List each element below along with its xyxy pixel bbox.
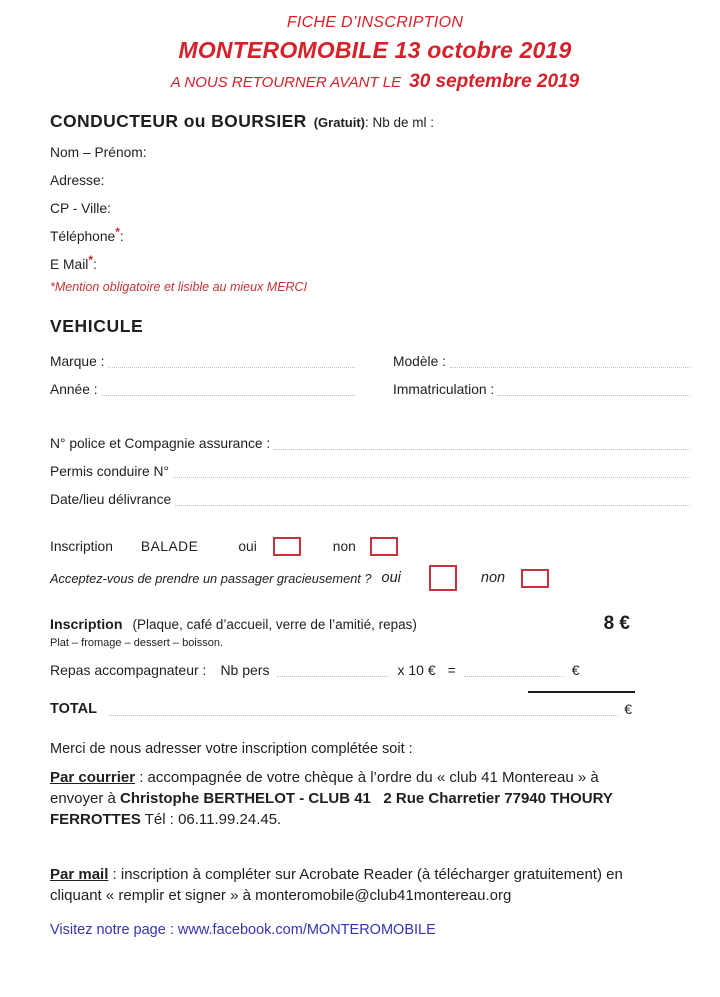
field-marque [50,354,355,369]
vehicle-row-2 [50,375,690,403]
courrier-address-bold: Christophe BERTHELOT - CLUB 41 2 Rue Charretier 77940 THOURY FERROTTES [50,790,617,828]
meal-subtotal-input-line[interactable] [464,663,564,677]
conducteur-title: CONDUCTEUR ou BOURSIER [50,111,307,131]
total-input-line[interactable] [109,702,618,716]
passenger-oui-label: oui [381,570,401,586]
nb-pers-input-line[interactable] [277,663,389,677]
immatriculation-label: Immatriculation : [393,381,495,397]
mandatory-note: *Mention obligatoire et lisible au mieux MERCI [50,280,308,294]
annee-label: Année : [50,381,98,397]
courrier-paragraph [50,767,635,830]
facebook-label: Visitez notre page : [50,922,178,938]
deadline-date: 30 septembre 2019 [409,71,580,92]
telephone-required-star: * [115,225,120,239]
police-assurance-input-line[interactable] [274,436,690,450]
field-immatriculation [393,382,690,397]
facebook-line [50,922,690,938]
inscription-price: 8 € [603,613,630,634]
field-annee [50,382,355,397]
cp-ville-label: CP - Ville [50,200,107,216]
total-euro-sign: € [624,701,632,717]
mail-paragraph [50,864,670,906]
menu-description: Plat – fromage – dessert – boisson. [50,637,224,649]
balade-non-checkbox[interactable] [370,537,398,556]
courrier-text-2: Tél : 06.11.99.24.45. [140,811,282,828]
courrier-text-1: : accompagnée de votre chèque à l’ordre du « club 41 Montereau » à envoyer à [50,769,603,807]
field-nom-prenom [50,138,690,166]
passenger-oui-checkbox[interactable] [429,565,457,591]
total-label: TOTAL [50,701,97,717]
event-title: MONTEROMOBILE 13 octobre 2019 [178,37,572,63]
passenger-question-row [50,565,690,591]
personal-fields [50,138,690,294]
adresse-label: Adresse [50,172,101,188]
price-multiplier-label: x 10 € [397,662,436,678]
balade-inscription-label: Inscription [50,538,113,554]
conducteur-heading [50,111,690,132]
insurance-rows [50,429,690,513]
balade-registration-row [50,533,690,559]
form-title: FICHE D’INSCRIPTION [286,14,464,31]
field-delivrance [50,485,690,513]
nom-prenom-colon: : [142,144,147,160]
nb-ml-label: : Nb de ml : [365,115,435,130]
field-email [50,250,690,278]
nom-prenom-label: Nom – Prénom [50,144,143,160]
inscription-label: Inscription [50,617,123,633]
passenger-question-label: Acceptez-vous de prendre un passager gracieusement ? [50,570,372,586]
modele-label: Modèle : [393,353,446,369]
nb-pers-label: Nb pers [220,662,270,678]
annee-input-line[interactable] [102,382,355,396]
police-assurance-label: N° police et Compagnie assurance : [50,435,271,451]
balade-oui-checkbox[interactable] [273,537,301,556]
balade-oui-label: oui [238,538,257,554]
telephone-colon: : [119,228,124,244]
balade-non-label: non [332,538,356,554]
companion-meal-label: Repas accompagnateur : [50,662,207,678]
email-colon: : [93,256,97,272]
inscription-price-row [50,613,690,635]
form-header [90,14,660,93]
par-mail-label: Par mail [50,866,109,883]
permis-input-line[interactable] [173,464,690,478]
vehicle-grid [50,347,690,403]
companion-meal-row [50,657,690,683]
sum-divider-line [528,691,635,693]
delivrance-input-line[interactable] [175,492,690,506]
vehicle-row-1 [50,347,690,375]
gratuit-label: (Gratuit) [313,115,365,130]
field-police-assurance [50,429,690,457]
deadline-line [90,71,660,93]
deadline-label: A NOUS RETOURNER AVANT LE [170,74,402,91]
telephone-label: Téléphone [50,228,116,244]
field-cp-ville [50,194,690,222]
field-modele [393,354,690,369]
email-label: E Mail [50,256,89,272]
euro-sign: € [571,662,580,678]
marque-input-line[interactable] [108,354,355,368]
email-required-star: * [88,253,94,267]
mail-text: : inscription à compléter sur Acrobate Reader (à télécharger gratuitement) en cliquant « remplir et signer » à monteromobile@club41montereau.org [50,866,627,904]
adresse-colon: : [100,172,105,188]
par-courrier-label: Par courrier [50,769,136,786]
passenger-non-checkbox[interactable] [521,569,549,588]
field-adresse [50,166,690,194]
facebook-link[interactable]: www.facebook.com/MONTEROMOBILE [177,922,436,938]
inscription-includes: (Plaque, café d’accueil, verre de l’amitié, repas) [132,617,417,632]
vehicule-heading: VEHICULE [50,316,144,336]
modele-input-line[interactable] [450,354,690,368]
marque-label: Marque : [50,353,105,369]
total-row [50,697,632,721]
field-permis [50,457,690,485]
equals-sign: = [447,662,456,678]
permis-label: Permis conduire N° [50,463,169,479]
send-instructions-intro: Merci de nous adresser votre inscription complétée soit : [50,741,413,757]
balade-event-label: BALADE [140,538,199,554]
delivrance-label: Date/lieu délivrance [50,491,172,507]
cp-ville-colon: : [107,200,111,216]
immatriculation-input-line[interactable] [498,382,690,396]
field-telephone [50,222,690,250]
passenger-non-label: non [480,570,506,586]
